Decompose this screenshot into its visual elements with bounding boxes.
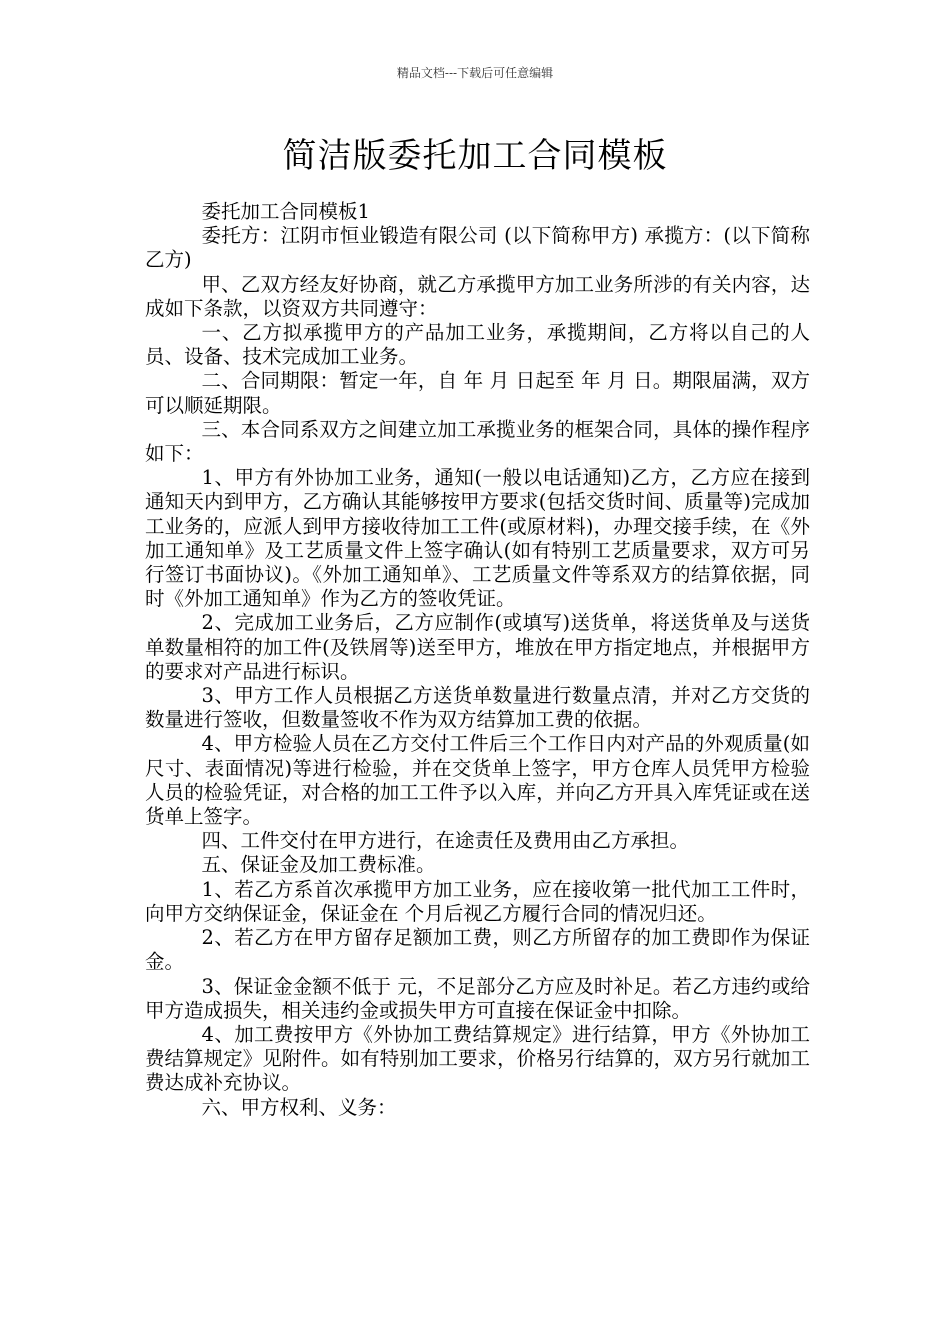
- paragraph: 二、合同期限：暂定一年，自 年 月 日起至 年 月 日。期限届满，双方可以顺延期限。: [145, 369, 810, 417]
- paragraph: 1、若乙方系首次承揽甲方加工业务，应在接收第一批代加工工件时，向甲方交纳保证金，保证金在 个月后视乙方履行合同的情况归还。: [145, 877, 810, 925]
- paragraph: 三、本合同系双方之间建立加工承揽业务的框架合同，具体的操作程序如下：: [145, 417, 810, 466]
- paragraph: 3、甲方工作人员根据乙方送货单数量进行数量点清，并对乙方交货的数量进行签收，但数量签收不作为双方结算加工费的依据。: [145, 684, 810, 732]
- paragraph: 六、甲方权利、义务：: [201, 1095, 397, 1119]
- document-body: [145, 200, 810, 1120]
- paragraph: 委托方：江阴市恒业锻造有限公司 (以下简称甲方) 承揽方：(以下简称乙方): [145, 224, 810, 272]
- paragraph: 2、完成加工业务后，乙方应制作(或填写)送货单，将送货单及与送货单数量相符的加工件(及铁屑等)送至甲方，堆放在甲方指定地点，并根据甲方的要求对产品进行标识。: [145, 611, 810, 683]
- paragraph: 4、加工费按甲方《外协加工费结算规定》进行结算，甲方《外协加工费结算规定》见附件。如有特别加工要求，价格另行结算的，双方另行就加工费达成补充协议。: [145, 1022, 810, 1095]
- paragraph: 2、若乙方在甲方留存足额加工费，则乙方所留存的加工费即作为保证金。: [145, 926, 810, 974]
- header-note: 精品文档---下载后可任意编辑: [396, 66, 554, 80]
- paragraph: 五、保证金及加工费标准。: [201, 853, 436, 877]
- paragraph: 委托加工合同模板1: [201, 200, 370, 223]
- paragraph: 甲、乙双方经友好协商，就乙方承揽甲方加工业务所涉的有关内容，达成如下条款，以资双方共同遵守：: [145, 272, 810, 320]
- paragraph: 一、乙方拟承揽甲方的产品加工业务，承揽期间，乙方将以自己的人员、设备、技术完成加工业务。: [145, 321, 810, 369]
- paragraph: 3、保证金金额不低于 元，不足部分乙方应及时补足。若乙方违约或给甲方造成损失，相关违约金或损失甲方可直接在保证金中扣除。: [145, 974, 810, 1022]
- paragraph: 四、工件交付在甲方进行，在途责任及费用由乙方承担。: [201, 829, 690, 853]
- paragraph: 1、甲方有外协加工业务，通知(一般以电话通知)乙方，乙方应在接到通知天内到甲方，乙方确认其能够按甲方要求(包括交货时间、质量等)完成加工业务的，应派人到甲方接收待加工工件(或原材料)，办理交接手续，在《外加工通知单》及工艺质量文件上签字确认(如有特别工艺质量要求，双方可另行签订书面协议)。《外加工通知单》、工艺质量文件等系双方的结算依据，同时《外加工通知单》作为乙方的签收凭证。: [145, 466, 810, 611]
- paragraph: 4、甲方检验人员在乙方交付工件后三个工作日内对产品的外观质量(如尺寸、表面情况)等进行检验，并在交货单上签字，甲方仓库人员凭甲方检验人员的检验凭证，对合格的加工工件予以入库，并向乙方开具入库凭证或在送货单上签字。: [145, 732, 810, 829]
- document-title: 简洁版委托加工合同模板: [282, 136, 668, 176]
